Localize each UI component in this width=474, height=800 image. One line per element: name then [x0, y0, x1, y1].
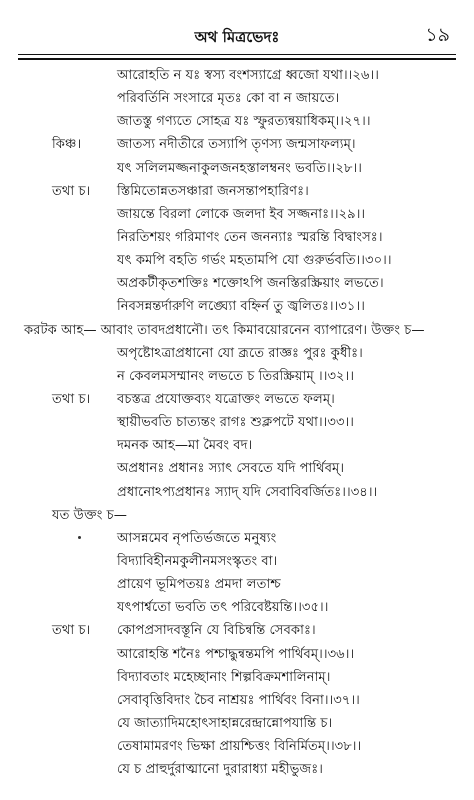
line-text: প্রধানোঽপ্যপ্রধানঃ স্যাদ্ যদি সেবাবিবর্জিতঃ।।৩৪।।	[117, 484, 378, 500]
text-line	[0, 342, 474, 365]
stray-dot-mark	[78, 536, 81, 539]
line-text: যৎ সলিলমজ্জনাকুলজনহস্তালম্বনং ভবতি।।২৮।।	[117, 160, 362, 176]
text-line	[0, 133, 474, 156]
text-line	[0, 643, 474, 666]
line-text: স্তিমিতোন্নতসঞ্চারা জনসন্তাপহারিণঃ।	[117, 183, 309, 199]
line-text: বিদ্যাবিহীনমকুলীনমসংস্কৃতং বা।	[117, 553, 278, 569]
line-label: যত উক্তং চ—	[52, 507, 127, 523]
text-line	[0, 319, 474, 342]
text-line	[0, 619, 474, 642]
line-label: করটক আহ— আবাং তাবদপ্রধানৌ। তৎ কিমাবয়োরনেন ব্যাপারেণ। উক্তং চ—	[24, 322, 425, 338]
line-text: আসন্নমেব নৃপতির্ভজতে মনুষ্যং	[117, 530, 277, 546]
text-line	[0, 64, 474, 87]
line-text: জায়ন্তে বিরলা লোকে জলদা ইব সজ্জনাঃ।।২৯।।	[117, 206, 366, 222]
line-text: নিরতিশয়ং গরিমাণং তেন জনন্যাঃ স্মরন্তি বিদ্বাংসঃ।	[117, 229, 383, 245]
text-line	[0, 434, 474, 457]
text-line	[0, 388, 474, 411]
text-line	[0, 249, 474, 272]
header-rule-thin	[18, 54, 456, 55]
line-text: আরোহতি ন যঃ স্বস্য বংশস্যাগ্রে ধ্বজো যথা।।২৬।।	[117, 68, 379, 83]
line-text: দমনক আহ—মা মৈবং বদ।	[117, 438, 253, 454]
line-text: আরোহন্তি শনৈঃ পশ্চাদ্ধুন্বন্তমপি পার্থিবম্।।৩৬।।	[117, 646, 355, 662]
line-text: যৎ কমপি বহতি গর্ভং মহতামপি যো গুরুর্ভবতি।।৩০।।	[117, 253, 392, 269]
text-line	[0, 157, 474, 180]
line-text: যৎপার্শ্বতো ভবতি তৎ পরিবেষ্টয়ন্তি।।৩৫।।	[117, 600, 329, 616]
text-line	[0, 550, 474, 573]
line-text: যে চ প্রাহুর্দুরাত্মানো দুরারাধ্যা মহীভুজঃ।	[117, 762, 323, 778]
page-number: ১৯	[425, 24, 450, 46]
line-text: অপ্রধানঃ প্রধানঃ স্যাৎ সেবতে যদি পার্থিবম্।	[117, 461, 345, 477]
line-text: যে জাত্যাদিমহোৎসাহান্নরেন্দ্রান্নোপযান্তি চ।	[117, 715, 333, 731]
line-text: অপৃষ্টোঽত্রাপ্রধানো যো ব্রূতে রাজ্ঞঃ পুরঃ কুধীঃ।	[117, 345, 363, 361]
text-line	[0, 272, 474, 295]
text-line	[0, 226, 474, 249]
line-label: তথা চ।	[52, 391, 91, 407]
line-text: বিদ্যাবতাং মহেচ্ছানাং শিল্পবিক্রমশালিনাম্।	[117, 669, 331, 685]
text-line	[0, 365, 474, 388]
line-label: তথা চ।	[52, 183, 91, 199]
line-text: নিবসন্নন্তর্দারুণি লঙ্ঘ্যো বহ্নির্ন তু জ্বলিতঃ।।৩১।।	[117, 299, 365, 315]
line-label: কিঞ্চ।	[52, 137, 82, 153]
line-text: সেবাবৃত্তিবিদাং চৈব নাশ্রয়ঃ পার্থিবং বিনা।।৩৭।।	[117, 692, 360, 708]
text-line	[0, 666, 474, 689]
text-line	[0, 411, 474, 434]
line-text: প্রায়েণ ভূমিপতয়ঃ প্রমদা লতাশ্চ	[117, 577, 281, 593]
text-line	[0, 573, 474, 596]
line-text: স্থায়ীভবতি চাত্যন্তং রাগঃ শুক্লপটে যথা।।৩৩।।	[117, 415, 354, 431]
line-label: তথা চ।	[52, 623, 91, 639]
text-line	[0, 596, 474, 619]
text-line	[0, 758, 474, 781]
line-text: পরিবর্তিনি সংসারে মৃতঃ কো বা ন জায়তে।	[117, 91, 340, 107]
text-line	[0, 735, 474, 758]
running-header-title: অথ মিত্রভেদঃ	[194, 28, 280, 46]
text-line	[0, 180, 474, 203]
text-line	[0, 203, 474, 226]
header-rule-thick	[18, 58, 456, 60]
line-text: জাতস্য নদীতীরে তস্যাপি তৃণস্য জন্মসাফল্যম্।	[117, 137, 356, 153]
text-line	[0, 481, 474, 504]
line-text: জাতস্তু গণ্যতে সোহত্র যঃ স্ফুরত্যন্বয়াধিকম্।।২৭।।	[117, 114, 371, 130]
text-line	[0, 504, 474, 527]
line-text: তেষামামরণং ভিক্ষা প্রায়শ্চিত্তং বিনির্মিতম্।।৩৮।।	[117, 739, 362, 755]
text-line	[0, 689, 474, 712]
line-text: বচস্তত্র প্রযোক্তব্যং যত্রোক্তং লভতে ফলম্।	[117, 391, 335, 407]
text-line	[0, 527, 474, 550]
line-text: অপ্রকটীকৃতশক্তিঃ শক্তোঽপি জনস্তিরস্ক্রিয়াং লভতে।	[117, 276, 384, 292]
text-line	[0, 87, 474, 110]
body-text	[0, 64, 474, 781]
text-line	[0, 457, 474, 480]
line-text: ন কেবলমসম্মানং লভতে চ তিরস্ক্রিয়াম্ ।।৩২।।	[117, 368, 355, 384]
text-line	[0, 295, 474, 318]
text-line	[0, 712, 474, 735]
line-text: কোপপ্রসাদবস্তূনি যে বিচিন্বন্তি সেবকাঃ।	[117, 623, 316, 639]
text-line	[0, 110, 474, 133]
